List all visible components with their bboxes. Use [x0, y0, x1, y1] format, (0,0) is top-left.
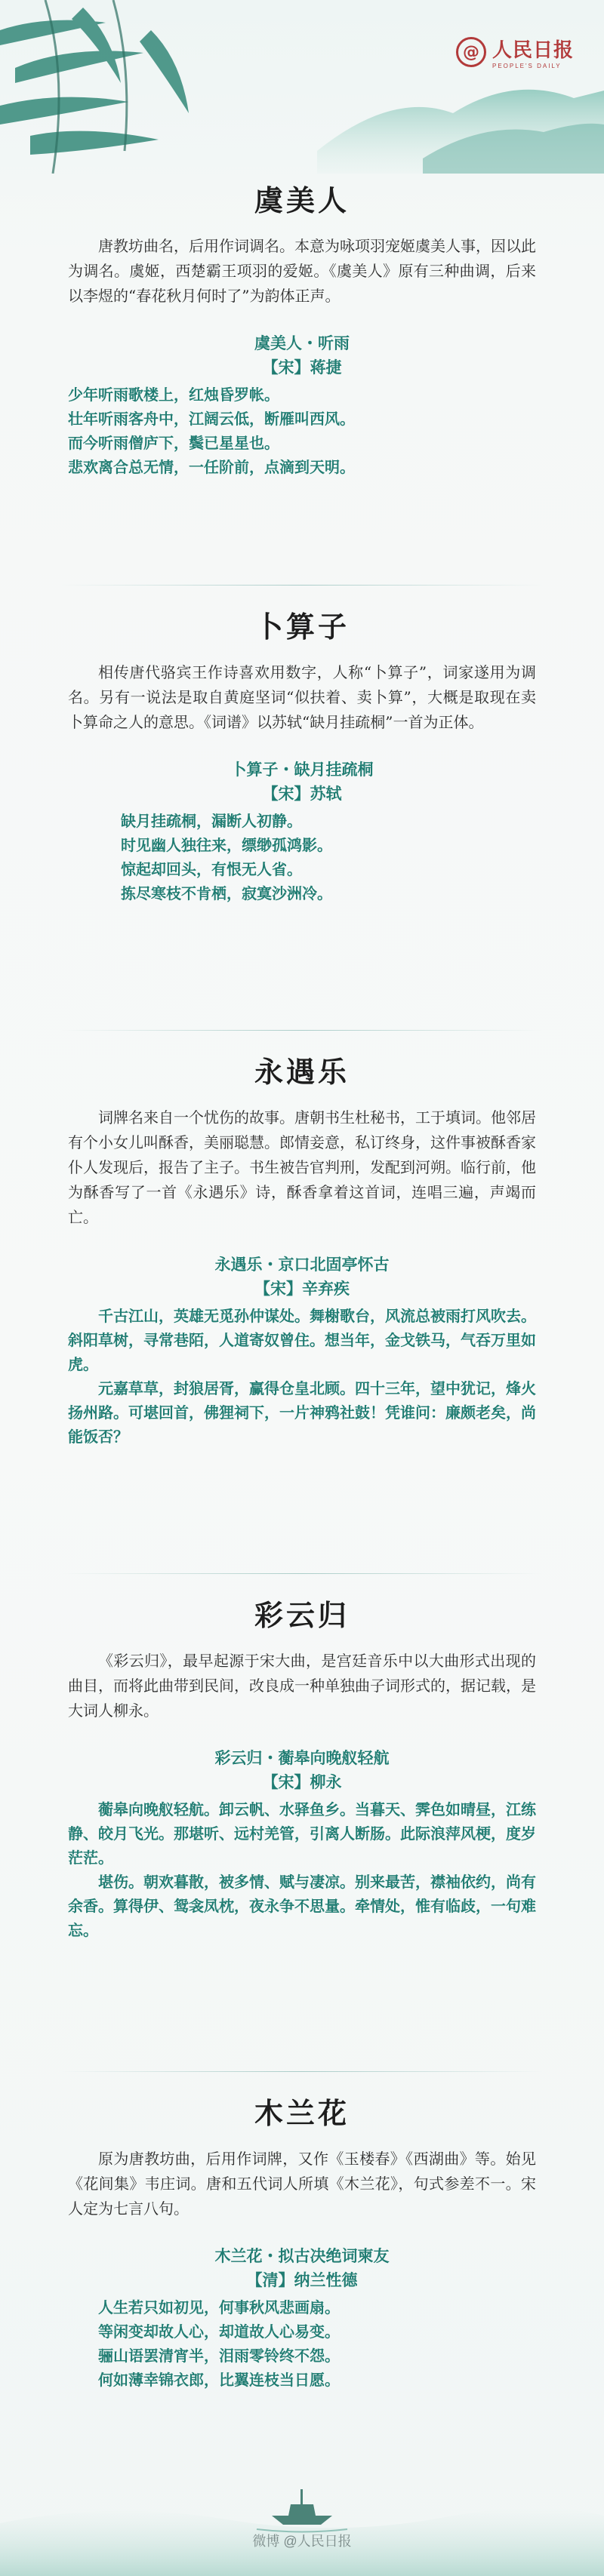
boat-landscape-illustration	[0, 2463, 604, 2576]
poem-body	[68, 1797, 536, 1942]
bamboo-mountain-illustration	[0, 0, 604, 174]
intro-paragraph: 词牌名来自一个忧伤的故事。唐朝书生杜秘书，工于填词。他邻居有个小女儿叫酥香，美丽聪慧。郎情妾意，私订终身，这件事被酥香家仆人发现后，报告了主子。书生被告官判刑，发配到河朔。临行前，他为酥香写了一首《永遇乐》诗，酥香拿着这首词，连唱三遍，声竭而亡。	[68, 1108, 536, 1226]
section-intro	[68, 1105, 536, 1230]
section-intro	[68, 2147, 536, 2221]
poem-line: 而今听雨僧庐下，鬓已星星也。	[68, 434, 279, 452]
poem-author: 【宋】苏轼	[262, 784, 342, 803]
section-intro	[68, 1649, 536, 1723]
section-title: 永遇乐	[254, 1055, 350, 1089]
poem-line: 骊山语罢清宵半，泪雨零铃终不怨。	[98, 2347, 340, 2365]
poem-author: 【宋】辛弃疾	[254, 1279, 350, 1298]
poem-body	[121, 809, 483, 905]
section-title: 虞美人	[254, 183, 350, 217]
section-busuanzi	[0, 604, 604, 905]
poem-author: 【宋】柳永	[262, 1772, 342, 1791]
brand-mark-icon: @	[456, 37, 486, 67]
brand-name: 人民日报	[492, 39, 574, 62]
poem-line: 惊起却回头，有恨无人省。	[121, 860, 302, 878]
section-intro	[68, 660, 536, 735]
poem-line: 等闲变却故人心，却道故人心易变。	[98, 2322, 340, 2341]
brand-subtitle: PEOPLE'S DAILY	[492, 63, 562, 69]
poem-line: 何如薄幸锦衣郎，比翼连枝当日愿。	[98, 2371, 340, 2389]
section-yongyule	[0, 1049, 604, 1449]
poem-title: 卜算子・缺月挂疏桐	[230, 760, 374, 779]
poem-title: 彩云归・蘅皋向晚舣轻航	[214, 1748, 390, 1767]
section-divider	[60, 585, 544, 586]
poem-author: 【清】纳兰性德	[246, 2270, 358, 2289]
section-title: 木兰花	[254, 2096, 350, 2130]
poem-line: 人生若只如初见，何事秋风悲画扇。	[98, 2298, 340, 2316]
section-divider	[60, 1573, 544, 1574]
section-title: 卜算子	[254, 610, 350, 644]
poem-line: 时见幽人独往来，缥缈孤鸿影。	[121, 836, 332, 854]
poem-title: 虞美人・听雨	[254, 334, 350, 352]
poem-line: 缺月挂疏桐，漏断人初静。	[121, 812, 302, 830]
intro-paragraph: 原为唐教坊曲，后用作词牌，又作《玉楼春》《西湖曲》等。始见《花间集》韦庄词。唐和五代词人所填《木兰花》，句式参差不一。宋人定为七言八句。	[68, 2150, 536, 2218]
intro-paragraph: 相传唐代骆宾王作诗喜欢用数字，人称“卜算子”，词家遂用为调名。另有一说法是取自黄庭坚词“似扶着、卖卜算”，大概是取现在卖卜算命之人的意思。《词谱》以苏轼“缺月挂疏桐”一首为正体。	[68, 663, 536, 731]
poem-stanza: 蘅皋向晚舣轻航。卸云帆、水驿鱼乡。当暮天、霁色如晴昼，江练静、皎月飞光。那堪听、远村羌管，引离人断肠。此际浪萍风梗，度岁茫茫。	[68, 1800, 536, 1867]
poem-title: 木兰花・拟古决绝词柬友	[214, 2246, 390, 2265]
weibo-watermark: 微博 @人民日报	[252, 2534, 352, 2549]
brand-logo	[456, 35, 574, 69]
section-title: 彩云归	[254, 1598, 350, 1632]
intro-paragraph: 《彩云归》，最早起源于宋大曲，是宫廷音乐中以大曲形式出现的曲目，而将此曲带到民间，改良成一种单独曲子词形式的，据记载，是大词人柳永。	[68, 1652, 536, 1720]
intro-paragraph: 唐教坊曲名，后用作词调名。本意为咏项羽宠姬虞美人事，因以此为调名。虞姬，西楚霸王项羽的爱姬。《虞美人》原有三种曲调，后来以李煜的“春花秋月何时了”为韵体正声。	[68, 237, 536, 305]
poem-line: 拣尽寒枝不肯栖，寂寞沙洲冷。	[121, 884, 332, 902]
poem-body	[98, 2295, 506, 2392]
poem-title: 永遇乐・京口北固亭怀古	[214, 1255, 390, 1274]
poem-stanza: 堪伤。朝欢暮散，被多情、赋与凄凉。别来最苦，襟袖依约，尚有余香。算得伊、鸳衾凤枕，夜永争不思量。牵情处，惟有临歧，一句难忘。	[68, 1873, 536, 1939]
poem-stanza: 千古江山，英雄无觅孙仲谋处。舞榭歌台，风流总被雨打风吹去。斜阳草树，寻常巷陌，人道寄奴曾住。想当年，金戈铁马，气吞万里如虎。	[68, 1307, 536, 1373]
section-yumeiren	[0, 177, 604, 479]
section-divider	[60, 2071, 544, 2072]
poem-line: 壮年听雨客舟中，江阔云低，断雁叫西风。	[68, 410, 355, 428]
poem-line: 少年听雨歌楼上，红烛昏罗帐。	[68, 386, 279, 404]
section-intro	[68, 234, 536, 309]
section-mulanhua	[0, 2090, 604, 2392]
poem-stanza: 元嘉草草，封狼居胥，赢得仓皇北顾。四十三年，望中犹记，烽火扬州路。可堪回首，佛狸祠下，一片神鸦社鼓！凭谁问：廉颇老矣，尚能饭否？	[68, 1379, 536, 1446]
poem-body	[68, 1304, 536, 1449]
section-divider	[60, 1030, 544, 1031]
poem-line: 悲欢离合总无情，一任阶前，点滴到天明。	[68, 458, 355, 476]
section-caiyungui	[0, 1592, 604, 1942]
poem-author: 【宋】蒋捷	[262, 358, 342, 377]
poem-body	[68, 383, 536, 479]
